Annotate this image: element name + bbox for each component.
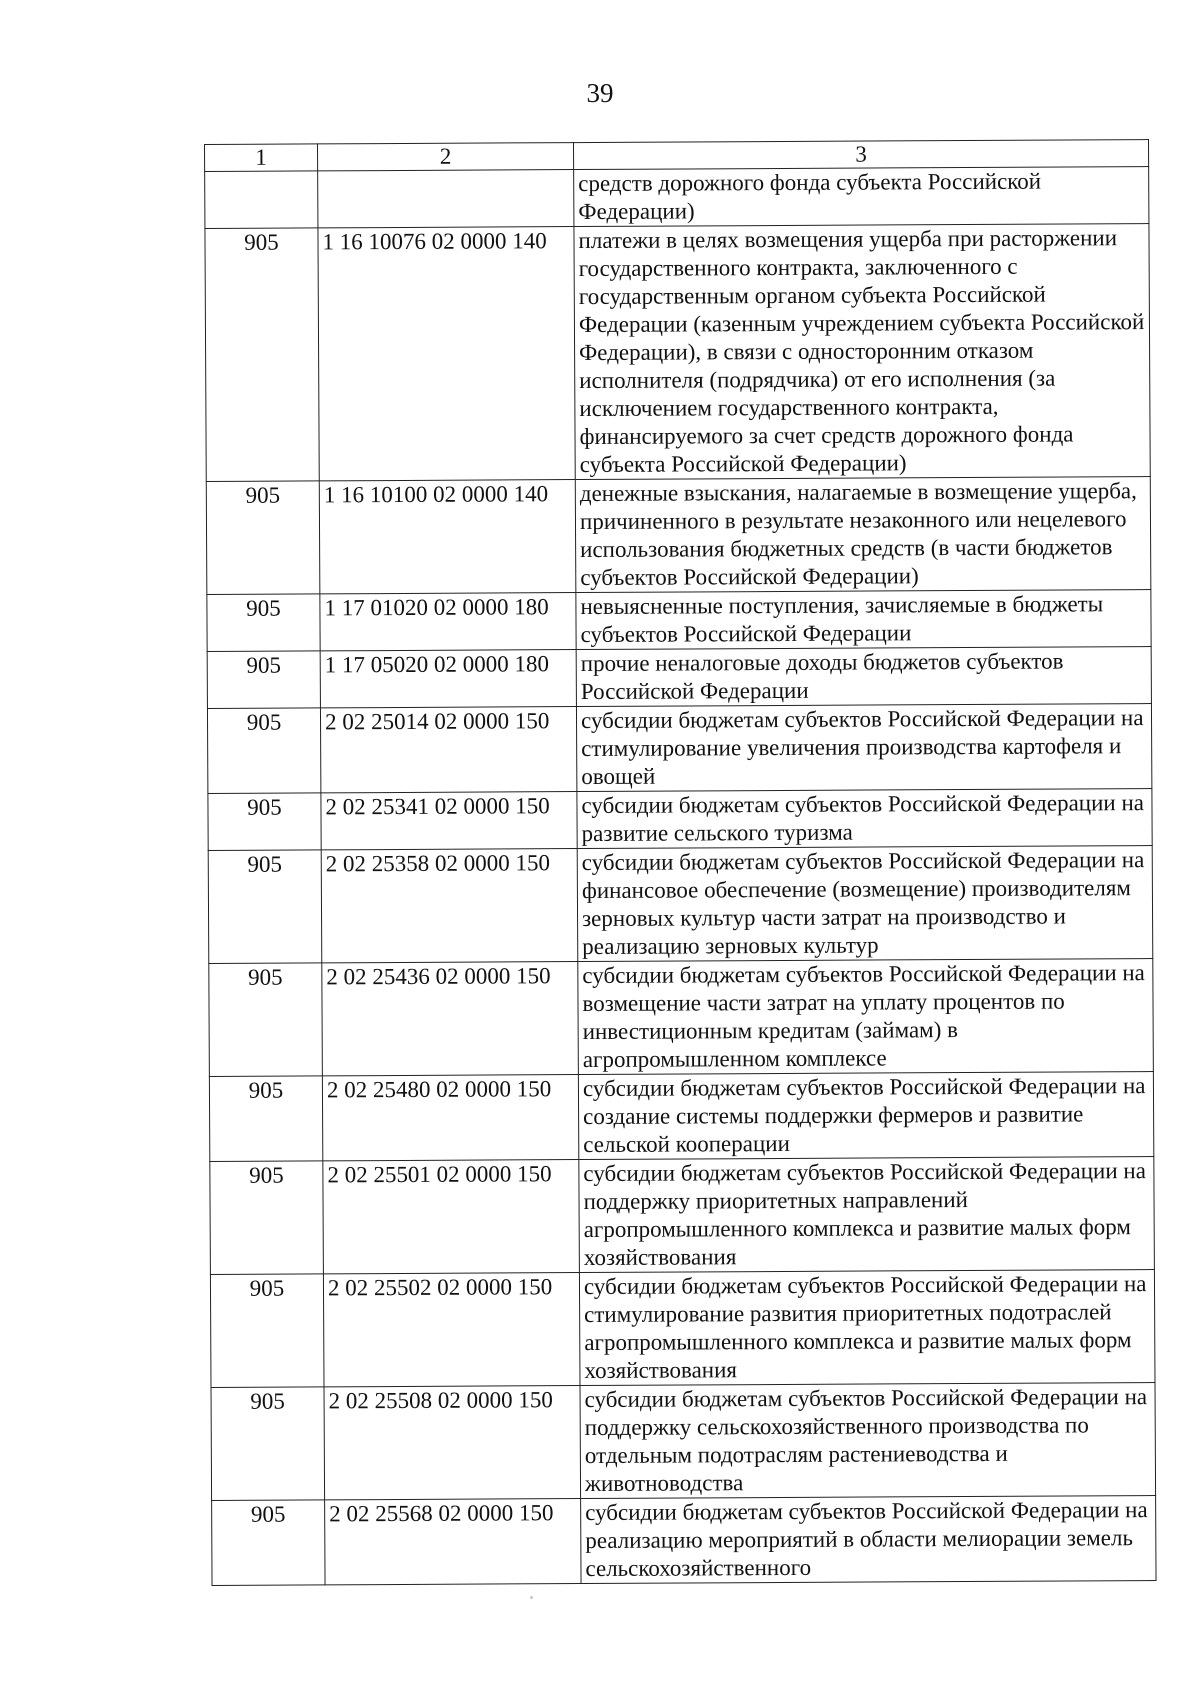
- revenue-description-cell: средств дорожного фонда субъекта Российской Федерации): [574, 167, 1149, 227]
- admin-code-cell: 905: [211, 1387, 325, 1501]
- table-row: [205, 167, 1149, 229]
- budget-classification-code-cell: 1 17 05020 02 0000 180: [320, 650, 576, 708]
- admin-code-cell: 905: [207, 651, 320, 709]
- revenue-codes-table: [204, 139, 1157, 1586]
- revenue-description-cell: невыясненные поступления, зачисляемые в бюджеты субъектов Российской Федерации: [576, 590, 1151, 650]
- budget-classification-code-cell: 2 02 25508 02 0000 150: [324, 1386, 581, 1500]
- table-body: [205, 167, 1156, 1586]
- table-row: [207, 590, 1151, 652]
- budget-classification-code-cell: 2 02 25358 02 0000 150: [321, 849, 578, 963]
- admin-code-cell: 905: [205, 228, 319, 482]
- admin-code-cell: 905: [210, 1274, 324, 1388]
- budget-classification-code-cell: 2 02 25568 02 0000 150: [325, 1499, 581, 1585]
- column-header-3: 3: [573, 140, 1148, 170]
- revenue-description-cell: прочие неналоговые доходы бюджетов субъектов Российской Федерации: [576, 647, 1151, 707]
- admin-code-cell: 905: [209, 1076, 322, 1162]
- admin-code-cell: 905: [207, 708, 320, 794]
- budget-classification-code-cell: 1 17 01020 02 0000 180: [320, 593, 576, 651]
- revenue-description-cell: субсидии бюджетам субъектов Российской Федерации на возмещение части затрат на уплату процентов по инвестиционным кредитам (займам) в агропромышленном комплексе: [578, 959, 1154, 1075]
- table-row: [212, 1496, 1156, 1586]
- table-row: [210, 1270, 1155, 1388]
- admin-code-cell: 905: [209, 963, 323, 1077]
- table-row: [210, 1157, 1155, 1275]
- admin-code-cell: 905: [210, 1161, 324, 1275]
- budget-classification-code-cell: 1 16 10076 02 0000 140: [318, 227, 575, 481]
- revenue-description-cell: субсидии бюджетам субъектов Российской Федерации на поддержку приоритетных направлений агропромышленного комплекса и развитие малых форм хозяйствования: [579, 1157, 1155, 1273]
- budget-classification-code-cell: 2 02 25436 02 0000 150: [322, 962, 579, 1076]
- admin-code-cell: 905: [212, 1500, 325, 1586]
- table-row: [209, 1072, 1153, 1162]
- revenue-description-cell: субсидии бюджетам субъектов Российской Федерации на стимулирование увеличения производства картофеля и овощей: [576, 704, 1151, 792]
- revenue-description-cell: денежные взыскания, налагаемые в возмещение ущерба, причиненного в результате незаконного или нецелевого использования бюджетных средств (в части бюджетов субъектов Российской Федерации): [575, 477, 1151, 593]
- budget-classification-code-cell: [318, 170, 574, 228]
- revenue-description-cell: платежи в целях возмещения ущерба при расторжении государственного контракта, заключенного с государственным органом субъекта Российской Федерации (казенным учреждением субъекта Российской Федерации), в связи с односторонним отказом исполнителя (подрядчика) от его исполнения (за исключением государственного контракта, финансируемого за счет средств дорожного фонда субъекта Российской Федерации): [574, 224, 1150, 480]
- table-row: [209, 959, 1154, 1077]
- admin-code-cell: 905: [207, 594, 320, 652]
- page-number: 39: [586, 78, 614, 108]
- budget-classification-code-cell: 2 02 25014 02 0000 150: [320, 707, 576, 793]
- column-header-1: 1: [205, 144, 318, 172]
- budget-classification-code-cell: 1 16 10100 02 0000 140: [319, 480, 576, 594]
- revenue-description-cell: субсидии бюджетам субъектов Российской Федерации на финансовое обеспечение (возмещение) производителям зерновых культур части затрат на производство и реализацию зерновых культур: [577, 846, 1153, 962]
- table-row: [205, 224, 1150, 482]
- scan-speck: [530, 1596, 533, 1599]
- table-row: [206, 477, 1151, 595]
- table-row: [211, 1383, 1156, 1501]
- admin-code-cell: [205, 171, 318, 229]
- revenue-description-cell: субсидии бюджетам субъектов Российской Федерации на реализацию мероприятий в области мелиорации земель сельскохозяйственного: [581, 1496, 1156, 1584]
- admin-code-cell: 905: [206, 481, 320, 595]
- budget-classification-code-cell: 2 02 25501 02 0000 150: [323, 1160, 580, 1274]
- table-row: [208, 789, 1152, 851]
- revenue-description-cell: субсидии бюджетам субъектов Российской Федерации на поддержку сельскохозяйственного производства по отдельным подотраслям растениеводства и животноводства: [580, 1383, 1156, 1499]
- budget-classification-code-cell: 2 02 25480 02 0000 150: [322, 1075, 578, 1161]
- revenue-description-cell: субсидии бюджетам субъектов Российской Федерации на стимулирование развития приоритетных подотраслей агропромышленного комплекса и развитие малых форм хозяйствования: [579, 1270, 1155, 1386]
- revenue-description-cell: субсидии бюджетам субъектов Российской Федерации на создание системы поддержки фермеров и развитие сельской кооперации: [578, 1072, 1153, 1160]
- table-row: [207, 704, 1151, 794]
- admin-code-cell: 905: [208, 793, 321, 851]
- table-row: [208, 846, 1153, 964]
- revenue-description-cell: субсидии бюджетам субъектов Российской Федерации на развитие сельского туризма: [577, 789, 1152, 849]
- table-row: [207, 647, 1151, 709]
- column-header-2: 2: [318, 143, 574, 171]
- budget-classification-code-cell: 2 02 25341 02 0000 150: [321, 792, 577, 850]
- budget-classification-code-cell: 2 02 25502 02 0000 150: [323, 1273, 580, 1387]
- admin-code-cell: 905: [208, 850, 322, 964]
